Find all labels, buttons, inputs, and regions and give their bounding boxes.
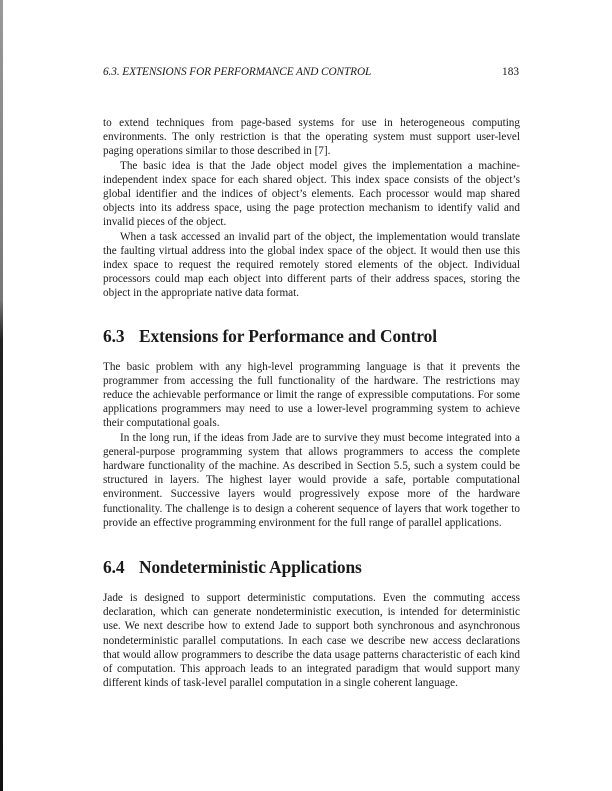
section-title: Extensions for Performance and Control (139, 325, 437, 346)
body-paragraph: The basic problem with any high-level programming language is that it prevents the programmer from accessing the full functionality of the hardware. The restrictions may reduce the achievable performance or limit the range of expressible computations. For some applications programmers may need to use a lower-level programming system to achieve their computational goals. (103, 360, 520, 430)
body-paragraph: to extend techniques from page-based systems for use in heterogeneous computing environments. The only restriction is that the operating system must support user-level paging operations similar to those described in [7]. (103, 117, 520, 158)
body-paragraph: Jade is designed to support deterministic computations. Even the commuting access declaration, which can generate nondeterministic execution, is intended for deterministic use. We next describe how to extend Jade to support both synchronous and asynchronous nondeterministic parallel computations. In each case we describe new access declarations that would allow programmers to describe the data usage patterns characteristic of each kind of computation. This approach leads to an integrated paradigm that would support many different kinds of task-level parallel computation in a single coherent language. (103, 592, 520, 690)
section-title: Nondeterministic Applications (139, 557, 362, 578)
page-number: 183 (502, 66, 519, 78)
section-number: 6.4 (103, 557, 125, 578)
running-head (103, 64, 519, 80)
body-paragraph: The basic idea is that the Jade object model gives the implementation a machine-independent index space for each shared object. This index space consists of the object’s global identifier and the indices of object’s elements. Each processor would map shared objects into its address space, using the page protection mechanism to identify valid and invalid pieces of the object. (103, 159, 520, 229)
body-paragraph: In the long run, if the ideas from Jade are to survive they must become integrated into a general-purpose programming system that allows programmers to access the complete hardware functionality of the machine. As described in Section 5.5, such a system could be structured in layers. The highest layer would provide a safe, portable computational environment. Successive layers would progressively expose more of the hardware functionality. The challenge is to design a coherent sequence of layers that work together to provide an effective programming environment for the full range of parallel applications. (103, 431, 520, 529)
running-head-title: 6.3. EXTENSIONS FOR PERFORMANCE AND CONTROL (103, 66, 372, 78)
section-heading-6-4 (103, 557, 520, 577)
page-body (103, 116, 520, 691)
section-heading-6-3 (103, 326, 520, 346)
body-paragraph: When a task accessed an invalid part of the object, the implementation would translate the faulting virtual address into the global index space of the object. It would then use this index space to request the required remotely stored elements of the object. Individual processors could map each object into different parts of their address spaces, storing the object in the appropriate native data format. (103, 230, 520, 300)
section-number: 6.3 (103, 325, 125, 346)
scan-edge-shadow (0, 0, 3, 791)
